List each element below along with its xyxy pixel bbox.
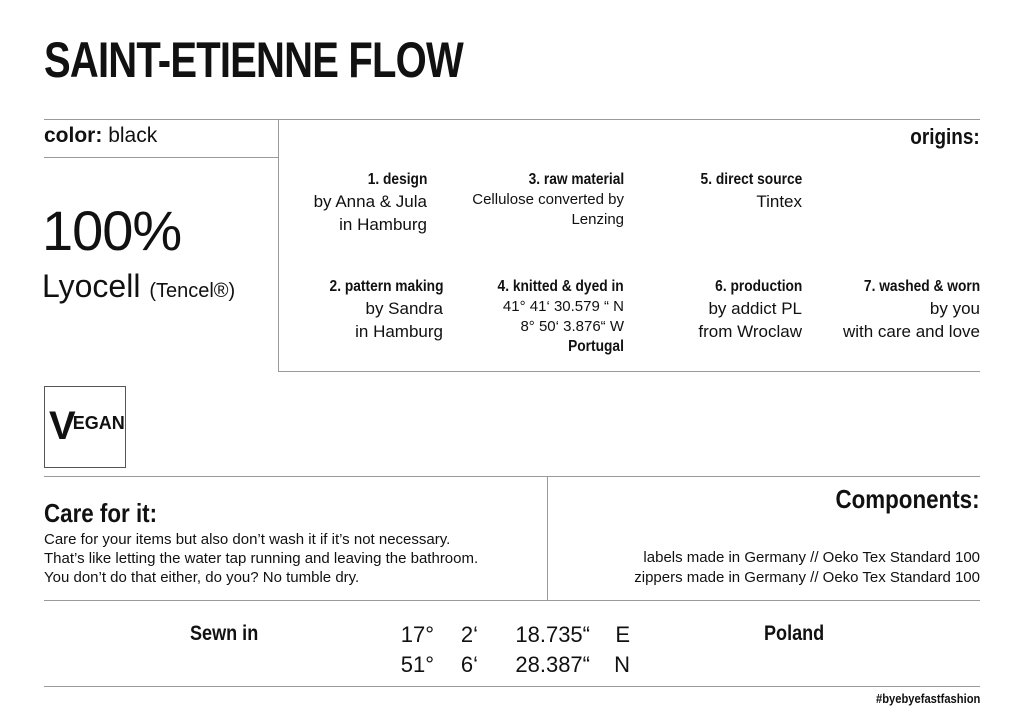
color-value: black — [108, 124, 158, 147]
origin-step-washed-worn: 7. washed & worn by you with care and love — [842, 278, 980, 341]
vegan-logo — [44, 386, 126, 468]
origin-step-production: 6. production by addict PL from Wroclaw — [698, 278, 802, 341]
coordinate-row: 17° 2‘ 18.735“ E — [400, 622, 630, 647]
divider-bottom — [44, 686, 980, 687]
fiber-name: Lyocell — [42, 268, 141, 304]
vegan-initial: V — [49, 404, 76, 448]
components-heading: Components: — [835, 484, 980, 514]
divider-vertical-origins — [278, 119, 279, 371]
divider-vertical-care — [547, 476, 548, 600]
divider-top — [44, 119, 980, 120]
components-text: labels made in Germany // Oeko Tex Standard 100 zippers made in Germany // Oeko Tex Standard 100 — [634, 549, 980, 586]
composition-fiber — [42, 268, 235, 309]
divider-care-top — [44, 476, 980, 477]
composition-percent: 100% — [42, 199, 182, 262]
fiber-brand: (Tencel®) — [149, 280, 236, 302]
coordinate-row: 51° 6‘ 28.387“ N — [400, 652, 630, 677]
knitted-country: Portugal — [568, 338, 624, 355]
hashtag: #byebyefastfashion — [875, 691, 980, 706]
origins-heading: origins: — [910, 124, 980, 149]
origin-step-direct-source: 5. direct source Tintex — [700, 171, 802, 211]
color-field — [44, 124, 157, 148]
divider-care-bottom — [44, 600, 980, 601]
sewn-coordinates — [392, 620, 630, 680]
origin-step-raw-material: 3. raw material Cellulose converted by Lenzing — [472, 171, 624, 228]
origin-step-pattern-making: 2. pattern making by Sandra in Hamburg — [329, 278, 443, 341]
origin-step-design: 1. design by Anna & Jula in Hamburg — [313, 171, 427, 234]
care-text: Care for your items but also don’t wash it if it’s not necessary. That’s like letting the water tap running and leaving the bathroom. You don’t do that either, do you? No tumble dry. — [44, 531, 479, 586]
divider-color-row — [44, 157, 278, 158]
sewn-in-label: Sewn in — [190, 622, 259, 645]
sewn-country: Poland — [764, 622, 825, 645]
divider-origins-bottom — [278, 371, 980, 372]
vegan-rest: EGAN — [72, 413, 125, 433]
care-heading: Care for it: — [44, 498, 158, 528]
page-title: SAINT-ETIENNE FLOW — [44, 32, 463, 88]
color-label: color: — [44, 124, 103, 147]
origin-step-knitted-dyed: 4. knitted & dyed in 41° 41‘ 30.579 “ N 8° 50‘ 3.876“ W Portugal — [497, 278, 624, 355]
